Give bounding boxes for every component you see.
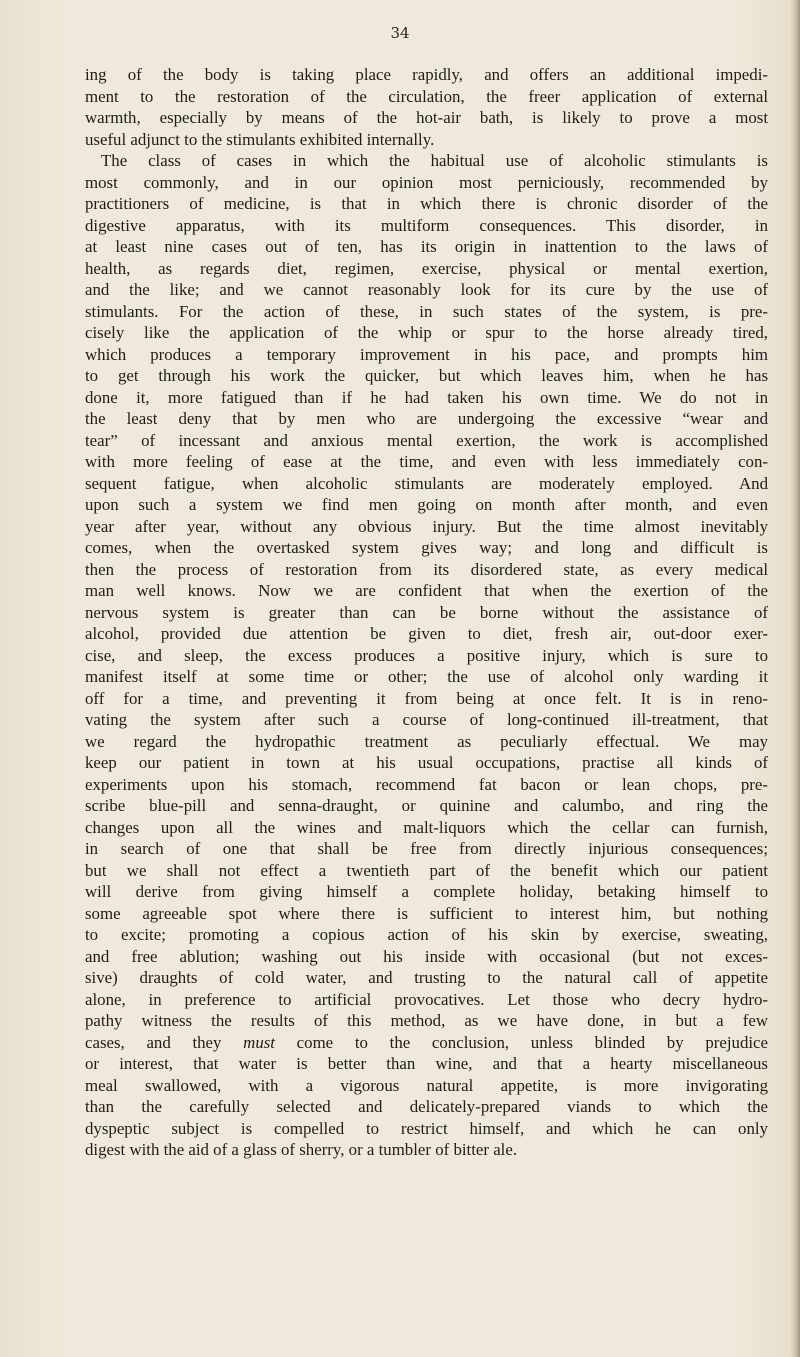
text-line: health, as regards diet, regimen, exercise, physical or mental exertion,	[85, 258, 768, 278]
text-line: alone, in preference to artificial provocatives. Let those who decry hydro-	[85, 989, 768, 1009]
text-line: to excite; promoting a copious action of his skin by exercise, sweating,	[85, 925, 768, 944]
text-line: warmth, especially by means of the hot-air bath, is likely to prove a most	[85, 108, 768, 127]
text-line: and free ablution; washing out his inside with occasional (but not exces-	[85, 946, 768, 966]
text-line: vating the system after such a course of long-continued ill-treatment, that	[85, 710, 768, 729]
text-line: stimulants. For the action of these, in such states of the system, is pre-	[85, 301, 768, 321]
text-line: practitioners of medicine, is that in which there is chronic disorder of the	[85, 194, 768, 213]
text-segment: come to the conclusion, unless blinded by prejudice	[274, 1032, 769, 1052]
text-line: some agreeable spot where there is sufficient to interest him, but nothing	[85, 903, 768, 923]
text-line: ment to the restoration of the circulation, the freer application of external	[85, 86, 768, 106]
text-line: in search of one that shall be free from directly injurious consequences;	[85, 839, 768, 858]
text-line: digest with the aid of a glass of sherry, or a tumbler of bitter ale.	[85, 1140, 518, 1159]
text-line: useful adjunct to the stimulants exhibited internally.	[85, 129, 435, 149]
text-line: and the like; and we cannot reasonably look for its cure by the use of	[85, 280, 768, 299]
text-line: The class of cases in which the habitual use of alcoholic stimulants is	[101, 151, 768, 170]
text-line: digestive apparatus, with its multiform consequences. This disorder, in	[85, 215, 768, 235]
text-line: but we shall not effect a twentieth part of the benefit which our patient	[85, 860, 768, 880]
text-line: which produces a temporary improvement in his pace, and prompts him	[85, 344, 768, 364]
text-line: comes, when the overtasked system gives way; and long and difficult is	[85, 538, 768, 557]
text-line: done it, more fatigued than if he had taken his own time. We do not in	[85, 387, 768, 407]
text-line: keep our patient in town at his usual occupations, practise all kinds of	[85, 753, 768, 772]
text-line: changes upon all the wines and malt-liquors which the cellar can furnish,	[85, 817, 768, 837]
text-segment: cases, and they	[85, 1032, 244, 1052]
text-line: we regard the hydropathic treatment as peculiarly effectual. We may	[85, 731, 768, 751]
text-line: sequent fatigue, when alcoholic stimulants are moderately employed. And	[85, 473, 768, 493]
text-line: sive) draughts of cold water, and trusting to the natural call of appetite	[85, 968, 768, 987]
text-line: cise, and sleep, the excess produces a positive injury, which is sure to	[85, 645, 768, 665]
text-line: ing of the body is taking place rapidly, and offers an additional impedi-	[85, 65, 768, 84]
text-line: scribe blue-pill and senna-draught, or quinine and calumbo, and ring the	[85, 796, 768, 815]
text-line: or interest, that water is better than wine, and that a hearty miscellaneous	[85, 1054, 768, 1073]
text-line: at least nine cases out of ten, has its origin in inattention to the laws of	[85, 237, 768, 256]
text-line: most commonly, and in our opinion most perniciously, recommended by	[85, 172, 768, 192]
text-line: alcohol, provided due attention be given to diet, fresh air, out-door exer-	[85, 624, 768, 643]
text-line: manifest itself at some time or other; the use of alcohol only warding it	[85, 667, 768, 686]
text-line: man well knows. Now we are confident that when the exertion of the	[85, 581, 768, 600]
text-line: will derive from giving himself a complete holiday, betaking himself to	[85, 882, 768, 901]
page-number: 34	[390, 24, 410, 42]
text-line: cisely like the application of the whip or spur to the horse already tired,	[85, 323, 768, 342]
text-line: tear” of incessant and anxious mental exertion, the work is accomplished	[85, 430, 768, 450]
emphasis-text: must	[243, 1032, 275, 1052]
text-line: with more feeling of ease at the time, and even with less immediately con-	[85, 452, 768, 471]
page-edge-shadow	[790, 0, 800, 1357]
text-line: year after year, without any obvious injury. But the time almost inevitably	[85, 516, 768, 536]
text-line: upon such a system we find men going on month after month, and even	[85, 495, 768, 514]
text-line: nervous system is greater than can be borne without the assistance of	[85, 602, 768, 622]
text-line: off for a time, and preventing it from being at once felt. It is in reno-	[85, 688, 768, 708]
text-line: pathy witness the results of this method, as we have done, in but a few	[85, 1011, 768, 1030]
text-line	[85, 1032, 768, 1054]
text-line: then the process of restoration from its disordered state, as every medical	[85, 559, 768, 579]
body-text	[85, 64, 768, 1161]
text-line: to get through his work the quicker, but which leaves him, when he has	[85, 366, 768, 385]
text-line: dyspeptic subject is compelled to restrict himself, and which he can only	[85, 1118, 768, 1138]
text-line: meal swallowed, with a vigorous natural appetite, is more invigorating	[85, 1075, 768, 1095]
text-line: experiments upon his stomach, recommend fat bacon or lean chops, pre-	[85, 774, 768, 794]
text-line: than the carefully selected and delicately-prepared viands to which the	[85, 1097, 768, 1116]
text-line: the least deny that by men who are undergoing the excessive “wear and	[85, 409, 768, 428]
